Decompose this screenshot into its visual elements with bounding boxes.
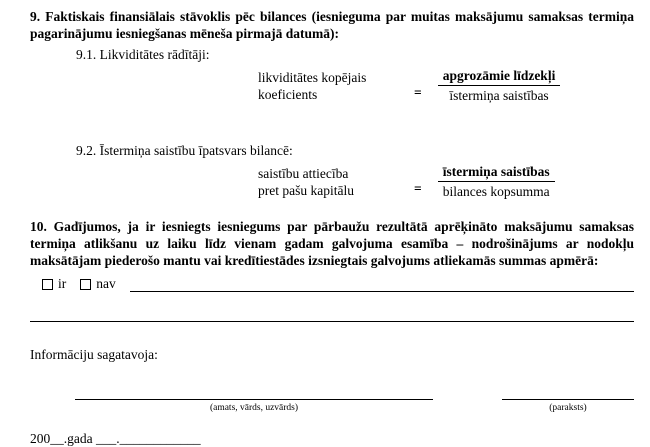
checkbox-nav[interactable] (80, 279, 91, 290)
signature-row (30, 385, 634, 414)
formula-9-1 (258, 67, 634, 104)
formula-9-1-lhs-line2: koeficients (258, 86, 318, 102)
signature-block-paraksts (502, 385, 634, 414)
formula-9-2-denominator: bilances kopsumma (442, 184, 550, 199)
section-10-heading: 10. Gadījumos, ja ir iesniegts iesniegums par pārbaužu rezultātā aprēķināto maksājumu samaksas termiņa atlikšanu uz laiku līdz vienam gadam galvojuma esamība – nodrošinājums ar nodokļu maksātājam piederošo mantu vai kredītiestādes izsniegtais galvojums atliekamās summas apmērā: (30, 219, 634, 268)
formula-9-1-fraction (438, 67, 561, 104)
formula-9-2-lhs-line2: pret pašu kapitālu (258, 182, 354, 198)
signature-line-paraksts[interactable] (502, 385, 634, 400)
formula-9-2-fraction (438, 163, 555, 200)
checkbox-nav-label: nav (96, 276, 116, 291)
formula-9-1-lhs-line1: likviditātes kopējais (258, 69, 367, 85)
guarantee-fill-line-2[interactable] (30, 320, 634, 322)
signature-line-name[interactable] (75, 385, 433, 400)
guarantee-fill-line-1[interactable] (130, 277, 634, 292)
guarantee-options-row (42, 275, 634, 292)
formula-9-1-lhs (258, 69, 408, 103)
formula-9-2-lhs-line1: saistību attiecība (258, 165, 349, 181)
equals-sign: = (414, 85, 422, 100)
checkbox-ir-label: ir (58, 276, 67, 291)
formula-9-1-denominator: īstermiņa saistības (449, 88, 549, 103)
formula-9-2-lhs (258, 165, 408, 199)
section-9-1-label: 9.1. Likviditātes rādītāji: (76, 47, 210, 62)
section-9-heading: 9. Faktiskais finansiālais stāvoklis pēc bilances (iesnieguma par muitas maksājumu samaksas termiņa pagarinājumu iesniegšanas mēneša pirmajā datumā): (30, 9, 634, 41)
equals-sign: = (414, 181, 422, 196)
signature-block-name (75, 385, 433, 414)
checkbox-ir[interactable] (42, 279, 53, 290)
formula-9-1-numerator: apgrozāmie līdzekļi (438, 67, 561, 86)
date-line[interactable]: 200__.gada ___.____________ (30, 431, 201, 446)
prepared-by-label: Informāciju sagatavoja: (30, 347, 158, 362)
section-9-2-label: 9.2. Īstermiņa saistību īpatsvars bilancē: (76, 143, 293, 158)
caption-name: (amats, vārds, uzvārds) (209, 403, 299, 413)
spacer (30, 104, 634, 138)
formula-9-2-numerator: īstermiņa saistības (438, 163, 555, 182)
formula-9-2 (258, 163, 634, 200)
caption-paraksts: (paraksts) (549, 403, 587, 413)
